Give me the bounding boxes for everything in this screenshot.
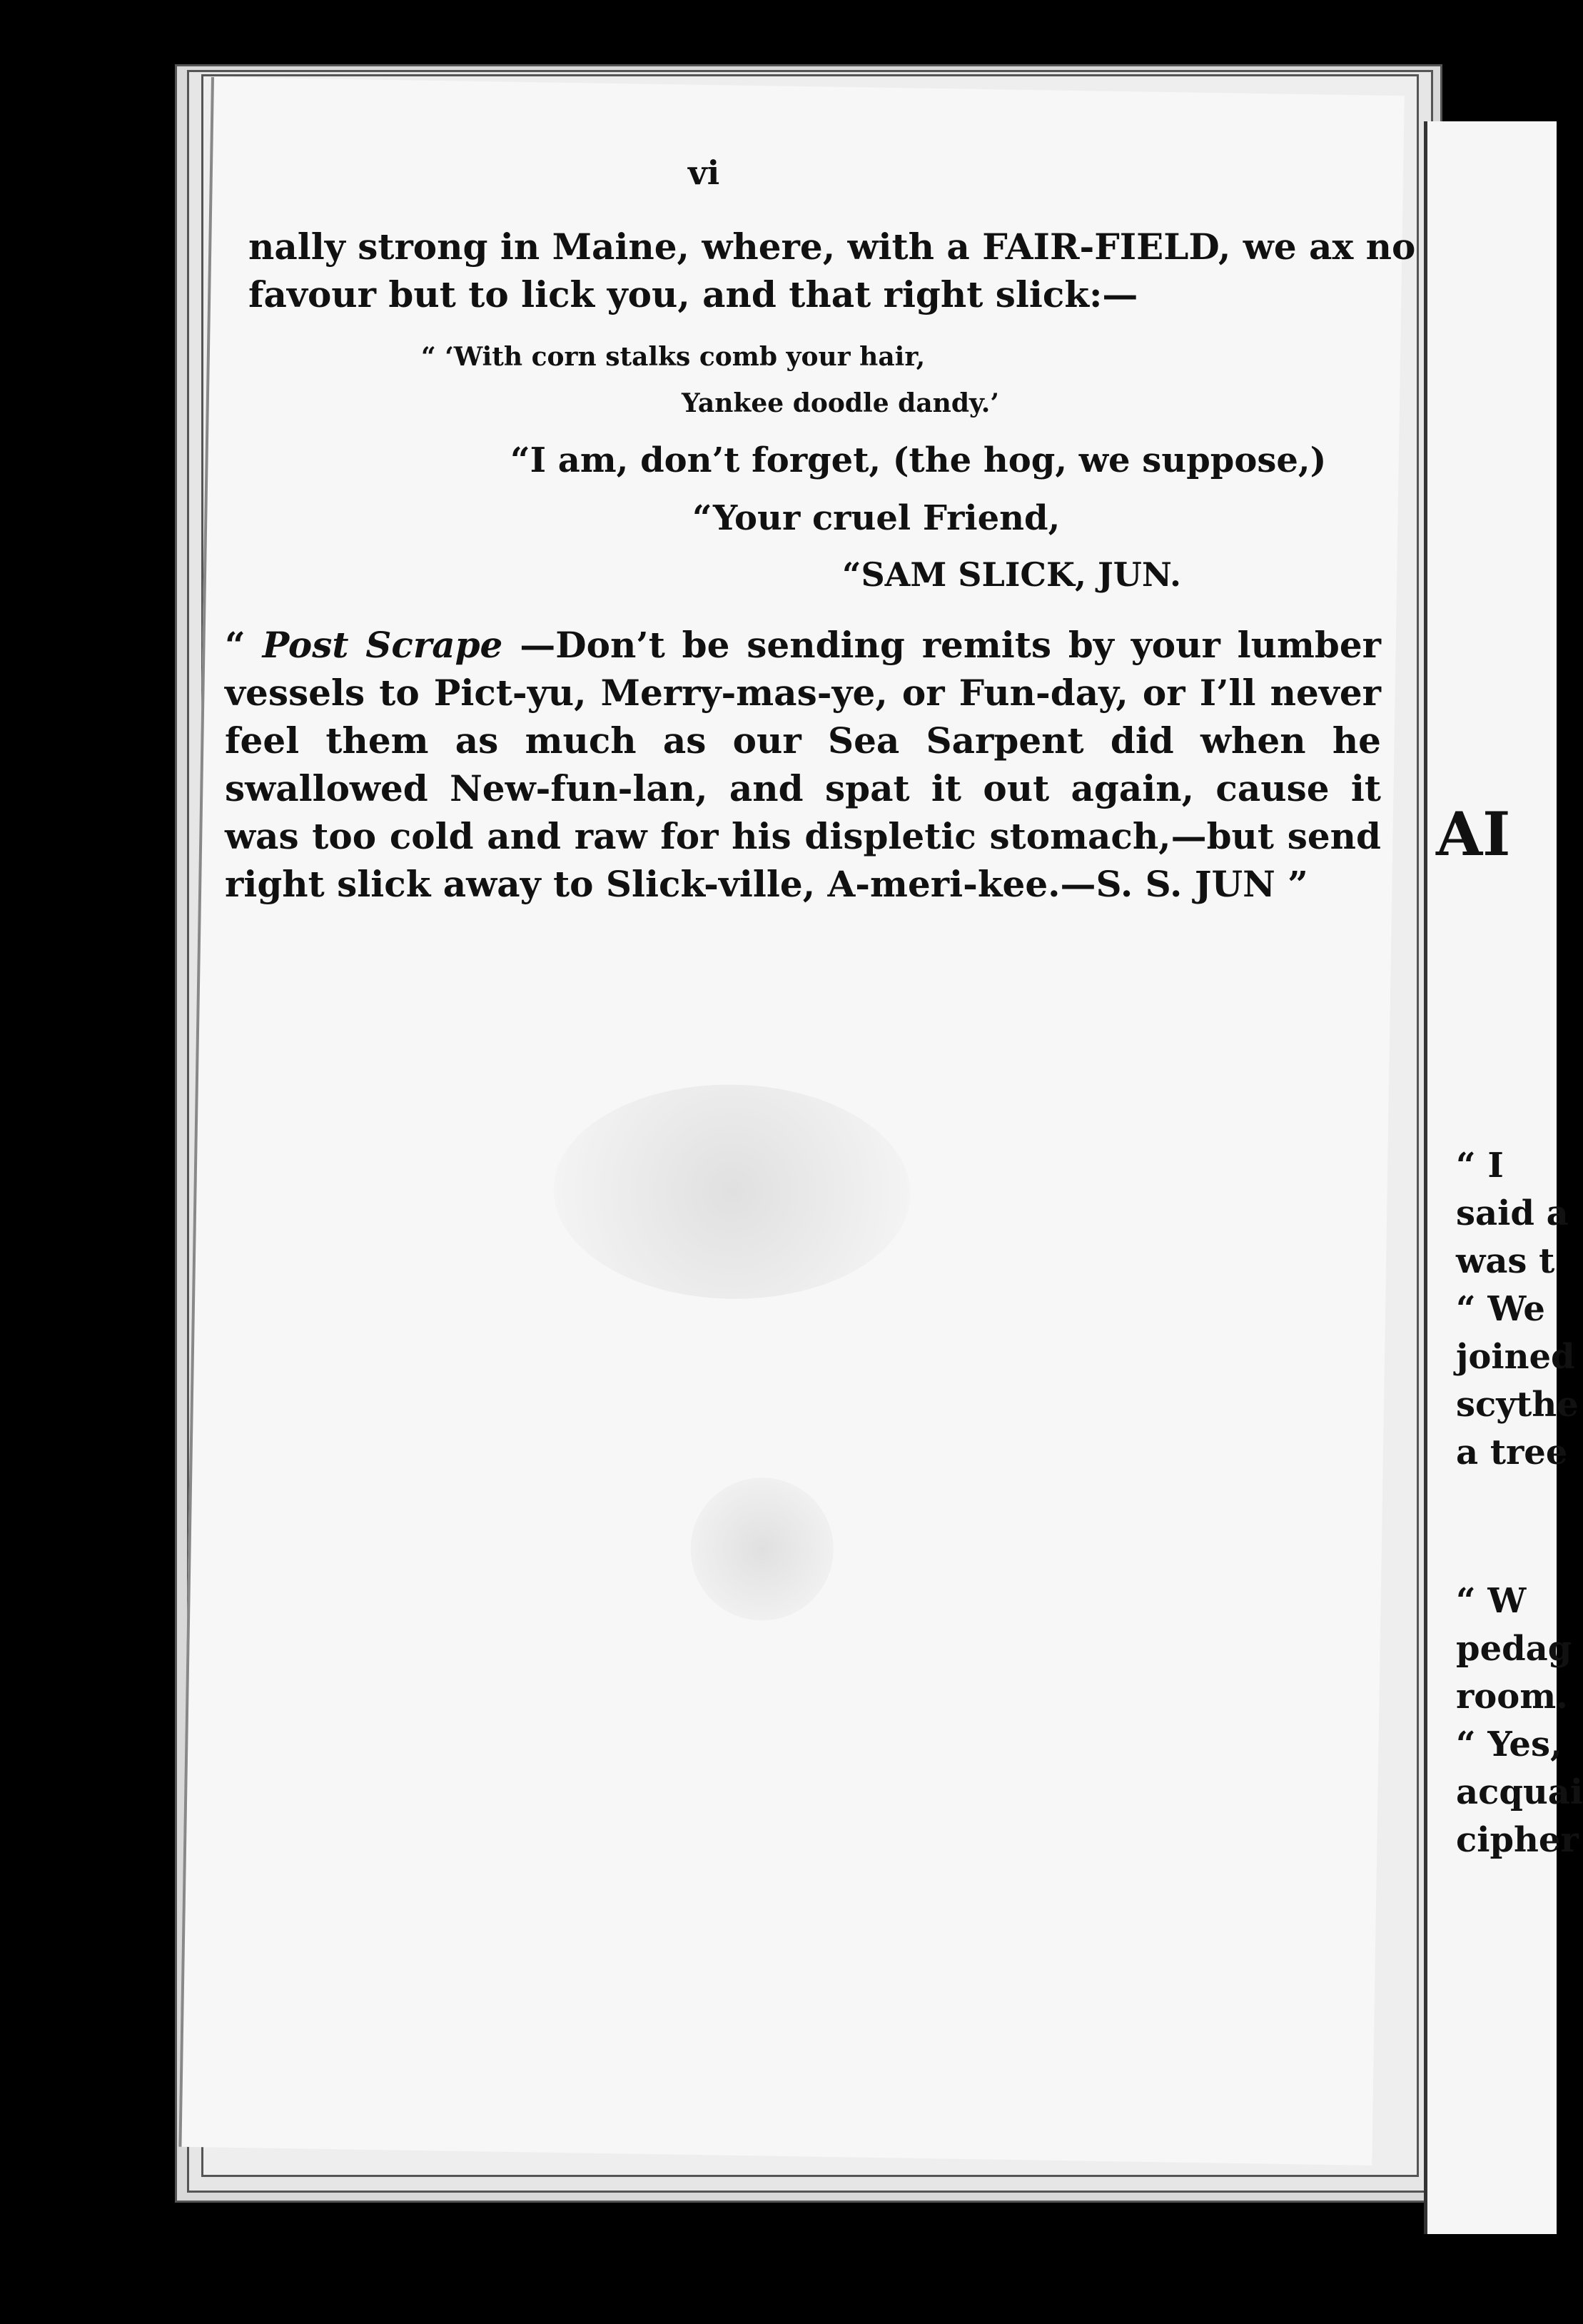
page-number: vi [688, 153, 720, 192]
right-page-line: said a [1456, 1193, 1569, 1233]
right-page-line: a tree [1456, 1433, 1568, 1472]
right-page-line: room. [1456, 1677, 1568, 1717]
verse-line-2: Yankee doodle dandy.’ [682, 388, 999, 418]
text-line: feel them as much as our Sea Sarpent did when he [225, 719, 1381, 762]
right-page-line: “ We [1456, 1289, 1545, 1329]
text-line: swallowed New-fun-lan, and spat it out again, cause it [225, 767, 1381, 809]
right-page [1424, 121, 1583, 2234]
right-page-heading-fragment: AI [1436, 799, 1511, 869]
right-page-line: cipher [1456, 1820, 1579, 1860]
right-page-line: “ I [1456, 1146, 1504, 1186]
postscript-paragraph [225, 621, 1381, 908]
right-page-line: joined [1456, 1337, 1575, 1377]
right-page-line: acquai [1456, 1772, 1583, 1812]
postscript-label: Post Scrape [262, 624, 503, 666]
signature-line-2: “Your cruel Friend, [692, 498, 1061, 538]
text-line: was too cold and raw for his displetic stomach,—but send [225, 815, 1381, 857]
paper-stain [689, 1477, 834, 1622]
paper-stain [552, 1082, 912, 1302]
text-line: nally strong in Maine, where, with a FAIR-FIELD, we ax no [248, 226, 1416, 268]
signature-line-3: “SAM SLICK, JUN. [842, 555, 1182, 594]
right-page-text-block-1 [1456, 1142, 1579, 1477]
paragraph-continuation [248, 223, 1416, 318]
verse-line-1: “ ‘With corn stalks comb your hair, [421, 342, 926, 372]
text-line: favour but to lick you, and that right slick:— [248, 273, 1138, 315]
right-page-line: “ W [1456, 1581, 1527, 1621]
right-page-line: “ Yes, [1456, 1724, 1562, 1764]
right-page-line: scythe [1456, 1385, 1579, 1425]
right-page-line: was t [1456, 1241, 1555, 1281]
right-page-line: pedag [1456, 1629, 1572, 1669]
text-fragment: —Don’t be sending remits by your lumber [520, 624, 1381, 666]
text-line: vessels to Pict-yu, Merry-mas-ye, or Fun-day, or I’ll never [225, 672, 1381, 714]
right-page-text-block-2 [1456, 1577, 1583, 1864]
signature-line-1: “I am, don’t forget, (the hog, we suppose,) [510, 440, 1327, 480]
text-line: right slick away to Slick-ville, A-meri-kee.—S. S. JUN ” [225, 863, 1308, 905]
text-line: “ Post Scrape —Don’t be sending remits by your lumber [225, 624, 1381, 666]
